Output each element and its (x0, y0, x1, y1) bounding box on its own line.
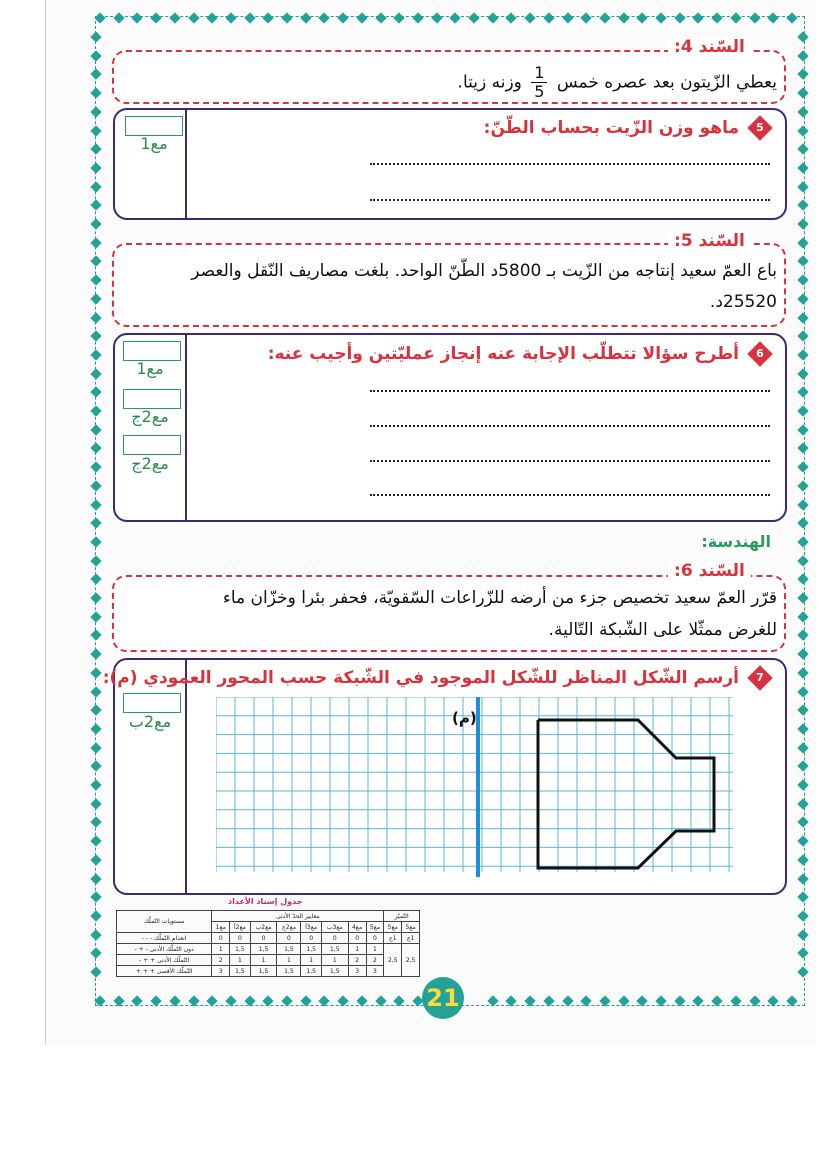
document-4-text (458, 64, 777, 101)
answer-line[interactable] (370, 494, 770, 496)
table-cell: 1,5 (250, 966, 277, 977)
doc4-text-after: وزنه زيتا. (457, 72, 522, 93)
question-6-badge (747, 341, 772, 366)
table-cell: 2 (212, 955, 230, 966)
table-cell: 0 (301, 933, 321, 944)
axis-label: (م) (452, 709, 477, 727)
excel-header: التّميّز (384, 911, 420, 922)
criterion: مع2ب (250, 922, 277, 933)
table-cell: 1 (321, 955, 348, 966)
grade-label: مع2ج (131, 454, 169, 473)
table-cell: 1 (212, 944, 230, 955)
table-cell: 1,5 (250, 944, 277, 955)
table-cell: 0 (366, 933, 384, 944)
table-title: جدول إسناد الأعداد (228, 897, 303, 906)
table-cell: 1,5 (321, 944, 348, 955)
criterion: مع4 (348, 922, 366, 933)
criterion: مع3ب (321, 922, 348, 933)
table-cell: 1,5 (301, 944, 321, 955)
table-cell: 1 (301, 955, 321, 966)
document-6-line-2: للغرض ممثّلا على الشّبكة التّالية. (548, 620, 777, 640)
q6-number: 6 (756, 347, 764, 360)
table-cell: 1,5 (230, 966, 250, 977)
grade-divider (185, 335, 187, 520)
table-cell: 1 (348, 944, 366, 955)
criteria-table (116, 910, 420, 977)
question-7-text: أرسم الشّكل المناظر للشّكل الموجود في الشّبكة حسب المحور العمودي (م): (102, 668, 739, 688)
document-6-line-1: قرّر العمّ سعيد تخصيص جزء من أرضه للزّراعات السّقويّة، فحفر بئرا وخزّان ماء (222, 588, 777, 608)
table-cell: 1,5 (321, 966, 348, 977)
table-cell: 1,5 (277, 944, 301, 955)
table-cell: 1,5 (301, 966, 321, 977)
q7-number: 7 (756, 671, 764, 684)
levels-header: مستويات التّملّك (117, 911, 212, 933)
answer-line[interactable] (370, 199, 770, 201)
criterion: مع3أ (301, 922, 321, 933)
q5-number: 5 (756, 121, 764, 134)
grade-box[interactable] (123, 389, 181, 409)
table-cell: 1 (366, 944, 384, 955)
question-5-badge (747, 115, 772, 140)
table-cell: 0 (230, 933, 250, 944)
grade-divider (185, 660, 187, 893)
question-5-text: ماهو وزن الزّيت بحساب الطّنّ: (483, 118, 739, 138)
criterion: مع5 (366, 922, 384, 933)
table-cell: 0 (348, 933, 366, 944)
grade-divider (185, 110, 187, 218)
table-cell: 1 (230, 955, 250, 966)
criterion: مع1 (212, 922, 230, 933)
document-6-box (112, 575, 786, 652)
document-5-title: السّند 5: (668, 231, 751, 251)
grade-label: مع1 (136, 359, 164, 378)
document-5-line-2: 25520د. (709, 292, 777, 312)
grade-box[interactable] (123, 693, 181, 713)
criterion: مع2أ (230, 922, 250, 933)
grade-box[interactable] (123, 341, 181, 361)
table-cell: 3 (212, 966, 230, 977)
table-cell: 1 (250, 955, 277, 966)
table-cell: 1ج (384, 933, 402, 944)
question-7-badge (747, 665, 772, 690)
level-label: التّملّك الأقصى + + + (117, 966, 212, 977)
table-cell: 0 (212, 933, 230, 944)
level-label: دون التّملّك الأدنى - + - (117, 944, 212, 955)
table-cell: 3 (348, 966, 366, 977)
table-cell: 2,5 (402, 944, 420, 977)
doc4-text-before: يعطي الزّيتون بعد عصره خمس (556, 72, 777, 93)
given-shape (538, 720, 714, 868)
grade-box[interactable] (123, 435, 181, 455)
level-label: انعدام التّملّك - - - (117, 933, 212, 944)
answer-line[interactable] (370, 390, 770, 392)
table-cell: 1 (277, 955, 301, 966)
table-cell: 0 (321, 933, 348, 944)
table-cell: 1,5 (277, 966, 301, 977)
grade-label: مع2ب (128, 712, 172, 731)
table-cell: 1,5 (230, 944, 250, 955)
answer-line[interactable] (370, 163, 770, 165)
table-cell: 1ج (402, 933, 420, 944)
document-4-title: السّند 4: (668, 37, 751, 57)
document-5-line-1: باع العمّ سعيد إنتاجه من الزّيت بـ 5800د الطّنّ الواحد. بلغت مصاريف النّقل والعصر (191, 261, 777, 281)
question-6-text: أطرح سؤالا تتطلّب الإجابة عنه إنجاز عمليّتين وأجيب عنه: (267, 344, 739, 364)
table-cell: 2 (366, 955, 384, 966)
table-cell: 0 (277, 933, 301, 944)
drawing-grid[interactable] (216, 697, 736, 877)
grade-box[interactable] (125, 116, 183, 136)
grade-label: مع1 (140, 134, 168, 153)
table-cell: 2 (348, 955, 366, 966)
fraction-numerator: 1 (531, 64, 547, 83)
answer-line[interactable] (370, 460, 770, 462)
min-header: معايير الحدّ الأدنى (212, 911, 384, 922)
document-5-box (112, 243, 786, 327)
page-number: 21 (422, 977, 464, 1019)
fraction-denominator: 5 (534, 82, 545, 101)
document-6-title: السّند 6: (668, 561, 751, 581)
table-cell: 0 (250, 933, 277, 944)
geometry-heading: الهندسة: (701, 532, 771, 551)
table-cell: 3 (366, 966, 384, 977)
table-cell: 2,5 (384, 944, 402, 977)
excel-criterion: مع5 (384, 922, 402, 933)
grade-label: مع2ج (131, 407, 169, 426)
excel-criterion: مع5 (402, 922, 420, 933)
fraction (531, 64, 547, 101)
criterion: مع2ج (277, 922, 301, 933)
answer-line[interactable] (370, 425, 770, 427)
level-label: التّملّك الأدنى + + - (117, 955, 212, 966)
